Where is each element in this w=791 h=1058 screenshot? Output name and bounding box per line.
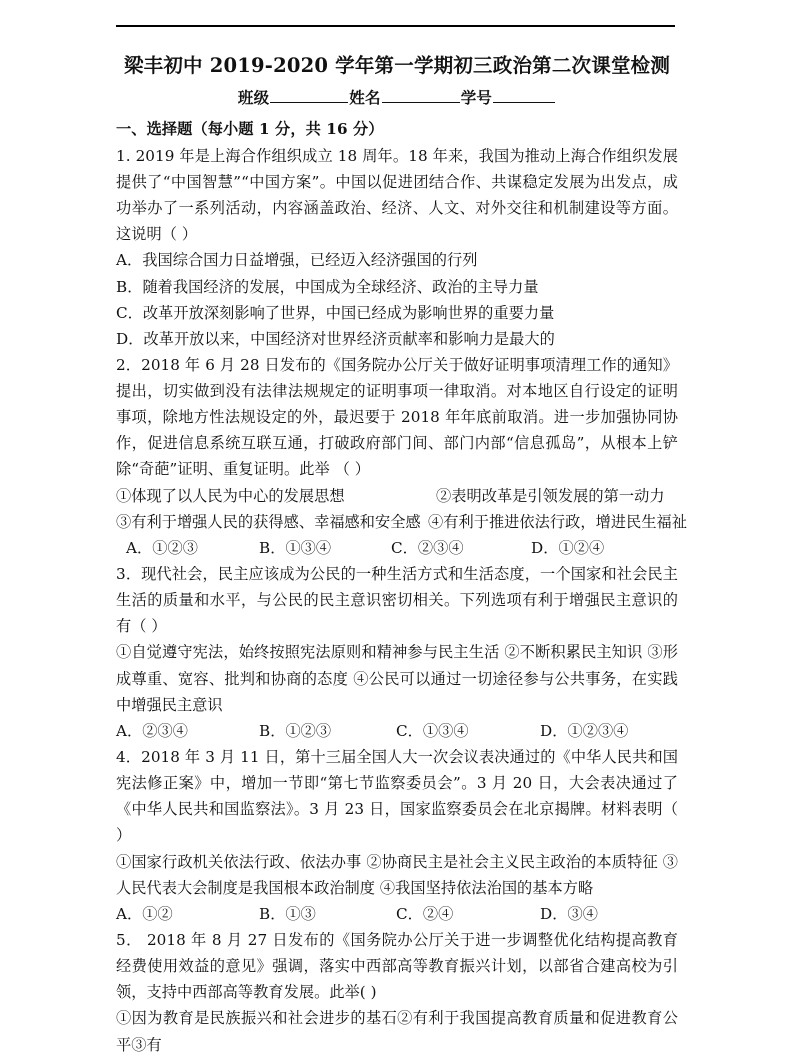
- question-2-stem: 2．2018 年 6 月 28 日发布的《国务院办公厅关于做好证明事项清理工作的通知》提出，切实做到没有法律法规规定的证明事项一律取消。对本地区自行设定的证明事项，除地方性法规设定的外，最迟要于 2018 年年底前取消。进一步加强协同协作，促进信息系统互联互通，打破政府部门间、部门内部“信息孤岛”，从根本上铲除“奇葩”证明、重复证明。此举 （ ）: [116, 355, 678, 479]
- question-2-choice-d[interactable]: D．①②④: [531, 538, 605, 557]
- question-1-option-c[interactable]: C．改革开放深刻影响了世界，中国已经成为影响世界的重要力量: [116, 303, 555, 322]
- question-3-stem: 3．现代社会，民主应该成为公民的一种生活方式和生活态度，一个国家和社会民主生活的质量和水平，与公民的民主意识密切相关。下列选项有利于增强民主意识的有（ ）: [116, 565, 678, 636]
- question-4-stem: 4．2018 年 3 月 11 日，第十三届全国人大一次会议表决通过的《中华人民共和国宪法修正案》中，增加一节即“第七节监察委员会”。3 月 20 日，大会表决通过了《中华人民共和国监察法》。3 月 23 日，国家监察委员会在北京揭牌。材料表明（ ）: [116, 748, 678, 845]
- question-3-choices: [116, 718, 678, 744]
- question-3-statements: ①自觉遵守宪法，始终按照宪法原则和精神参与民主生活 ②不断积累民主知识 ③形成尊重、宽容、批判和协商的态度 ④公民可以通过一切途径参与公共事务，在实践中增强民主意识: [116, 643, 678, 714]
- question-2-statement-1: ①体现了以人民为中心的发展思想: [116, 486, 345, 505]
- question-5-statements: ①因为教育是民族振兴和社会进步的基石②有利于我国提高教育质量和促进教育公平③有: [116, 1009, 678, 1054]
- question-2-choice-a[interactable]: A．①②③: [126, 538, 198, 557]
- question-3-choice-a[interactable]: A．②③④: [116, 721, 188, 740]
- class-blank[interactable]: [270, 88, 348, 104]
- question-2-statements-row-1: [116, 483, 678, 509]
- page-title: 梁丰初中 2019-2020 学年第一学期初三政治第二次课堂检测: [123, 54, 671, 77]
- question-3-choice-d[interactable]: D．①②③④: [540, 721, 629, 740]
- question-2-statement-2: ②表明改革是引领发展的第一动力: [436, 486, 665, 505]
- student-id-label: 学号: [460, 88, 493, 108]
- question-4-choices: [116, 901, 678, 927]
- question-4-choice-a[interactable]: A．①②: [116, 904, 173, 923]
- name-blank[interactable]: [382, 88, 460, 104]
- question-2-statements-row-2: [116, 509, 688, 535]
- student-id-blank[interactable]: [493, 88, 555, 104]
- name-label: 姓名: [349, 88, 381, 108]
- document-body: [116, 52, 688, 1058]
- question-4-choice-c[interactable]: C．②④: [396, 904, 454, 923]
- question-1-option-a[interactable]: A．我国综合国力日益增强，已经迈入经济强国的行列: [116, 251, 478, 270]
- question-5-stem: 5． 2018 年 8 月 27 日发布的《国务院办公厅关于进一步调整优化结构提高教育经费使用效益的意见》强调，落实中西部高等教育振兴计划，以部省合建高校为引领，支持中西部高等教育发展。此举( ): [116, 931, 678, 1002]
- question-2-choice-b[interactable]: B．①③④: [259, 538, 332, 557]
- question-4-choice-b[interactable]: B．①③: [259, 904, 316, 923]
- question-4-statements: ①国家行政机关依法行政、依法办事 ②协商民主是社会主义民主政治的本质特征 ③人民代表大会制度是我国根本政治制度 ④我国坚持依法治国的基本方略: [116, 852, 678, 897]
- question-1-option-d[interactable]: D．改革开放以来，中国经济对世界经济贡献率和影响力是最大的: [116, 329, 555, 348]
- question-2-statement-3: ③有利于增强人民的获得感、幸福感和安全感: [116, 512, 421, 531]
- question-1-option-b[interactable]: B．随着我国经济的发展，中国成为全球经济、政治的主导力量: [116, 277, 539, 296]
- question-3-choice-b[interactable]: B．①②③: [259, 721, 332, 740]
- question-2-choice-c[interactable]: C．②③④: [391, 538, 464, 557]
- class-label: 班级: [237, 88, 270, 108]
- question-1-stem: 1. 2019 年是上海合作组织成立 18 周年。18 年来，我国为推动上海合作组织发展提供了“中国智慧”“中国方案”。中国以促进团结合作、共谋稳定发展为出发点，成功举办了一系列活动，内容涵盖政治、经济、人文、对外交往和机制建设等方面。这说明（ ）: [116, 146, 678, 244]
- question-4-choice-d[interactable]: D．③④: [540, 904, 598, 923]
- question-2-statement-4: ④有利于推进依法行政，增进民生福祉: [428, 512, 688, 531]
- question-2-choices: [116, 535, 678, 561]
- question-3-choice-c[interactable]: C．①③④: [396, 721, 469, 740]
- student-info-line: [116, 86, 678, 108]
- section-heading-multiple-choice: 一、选择题（每小题 1 分，共 16 分）: [116, 120, 384, 139]
- header-divider-rule: [116, 25, 675, 27]
